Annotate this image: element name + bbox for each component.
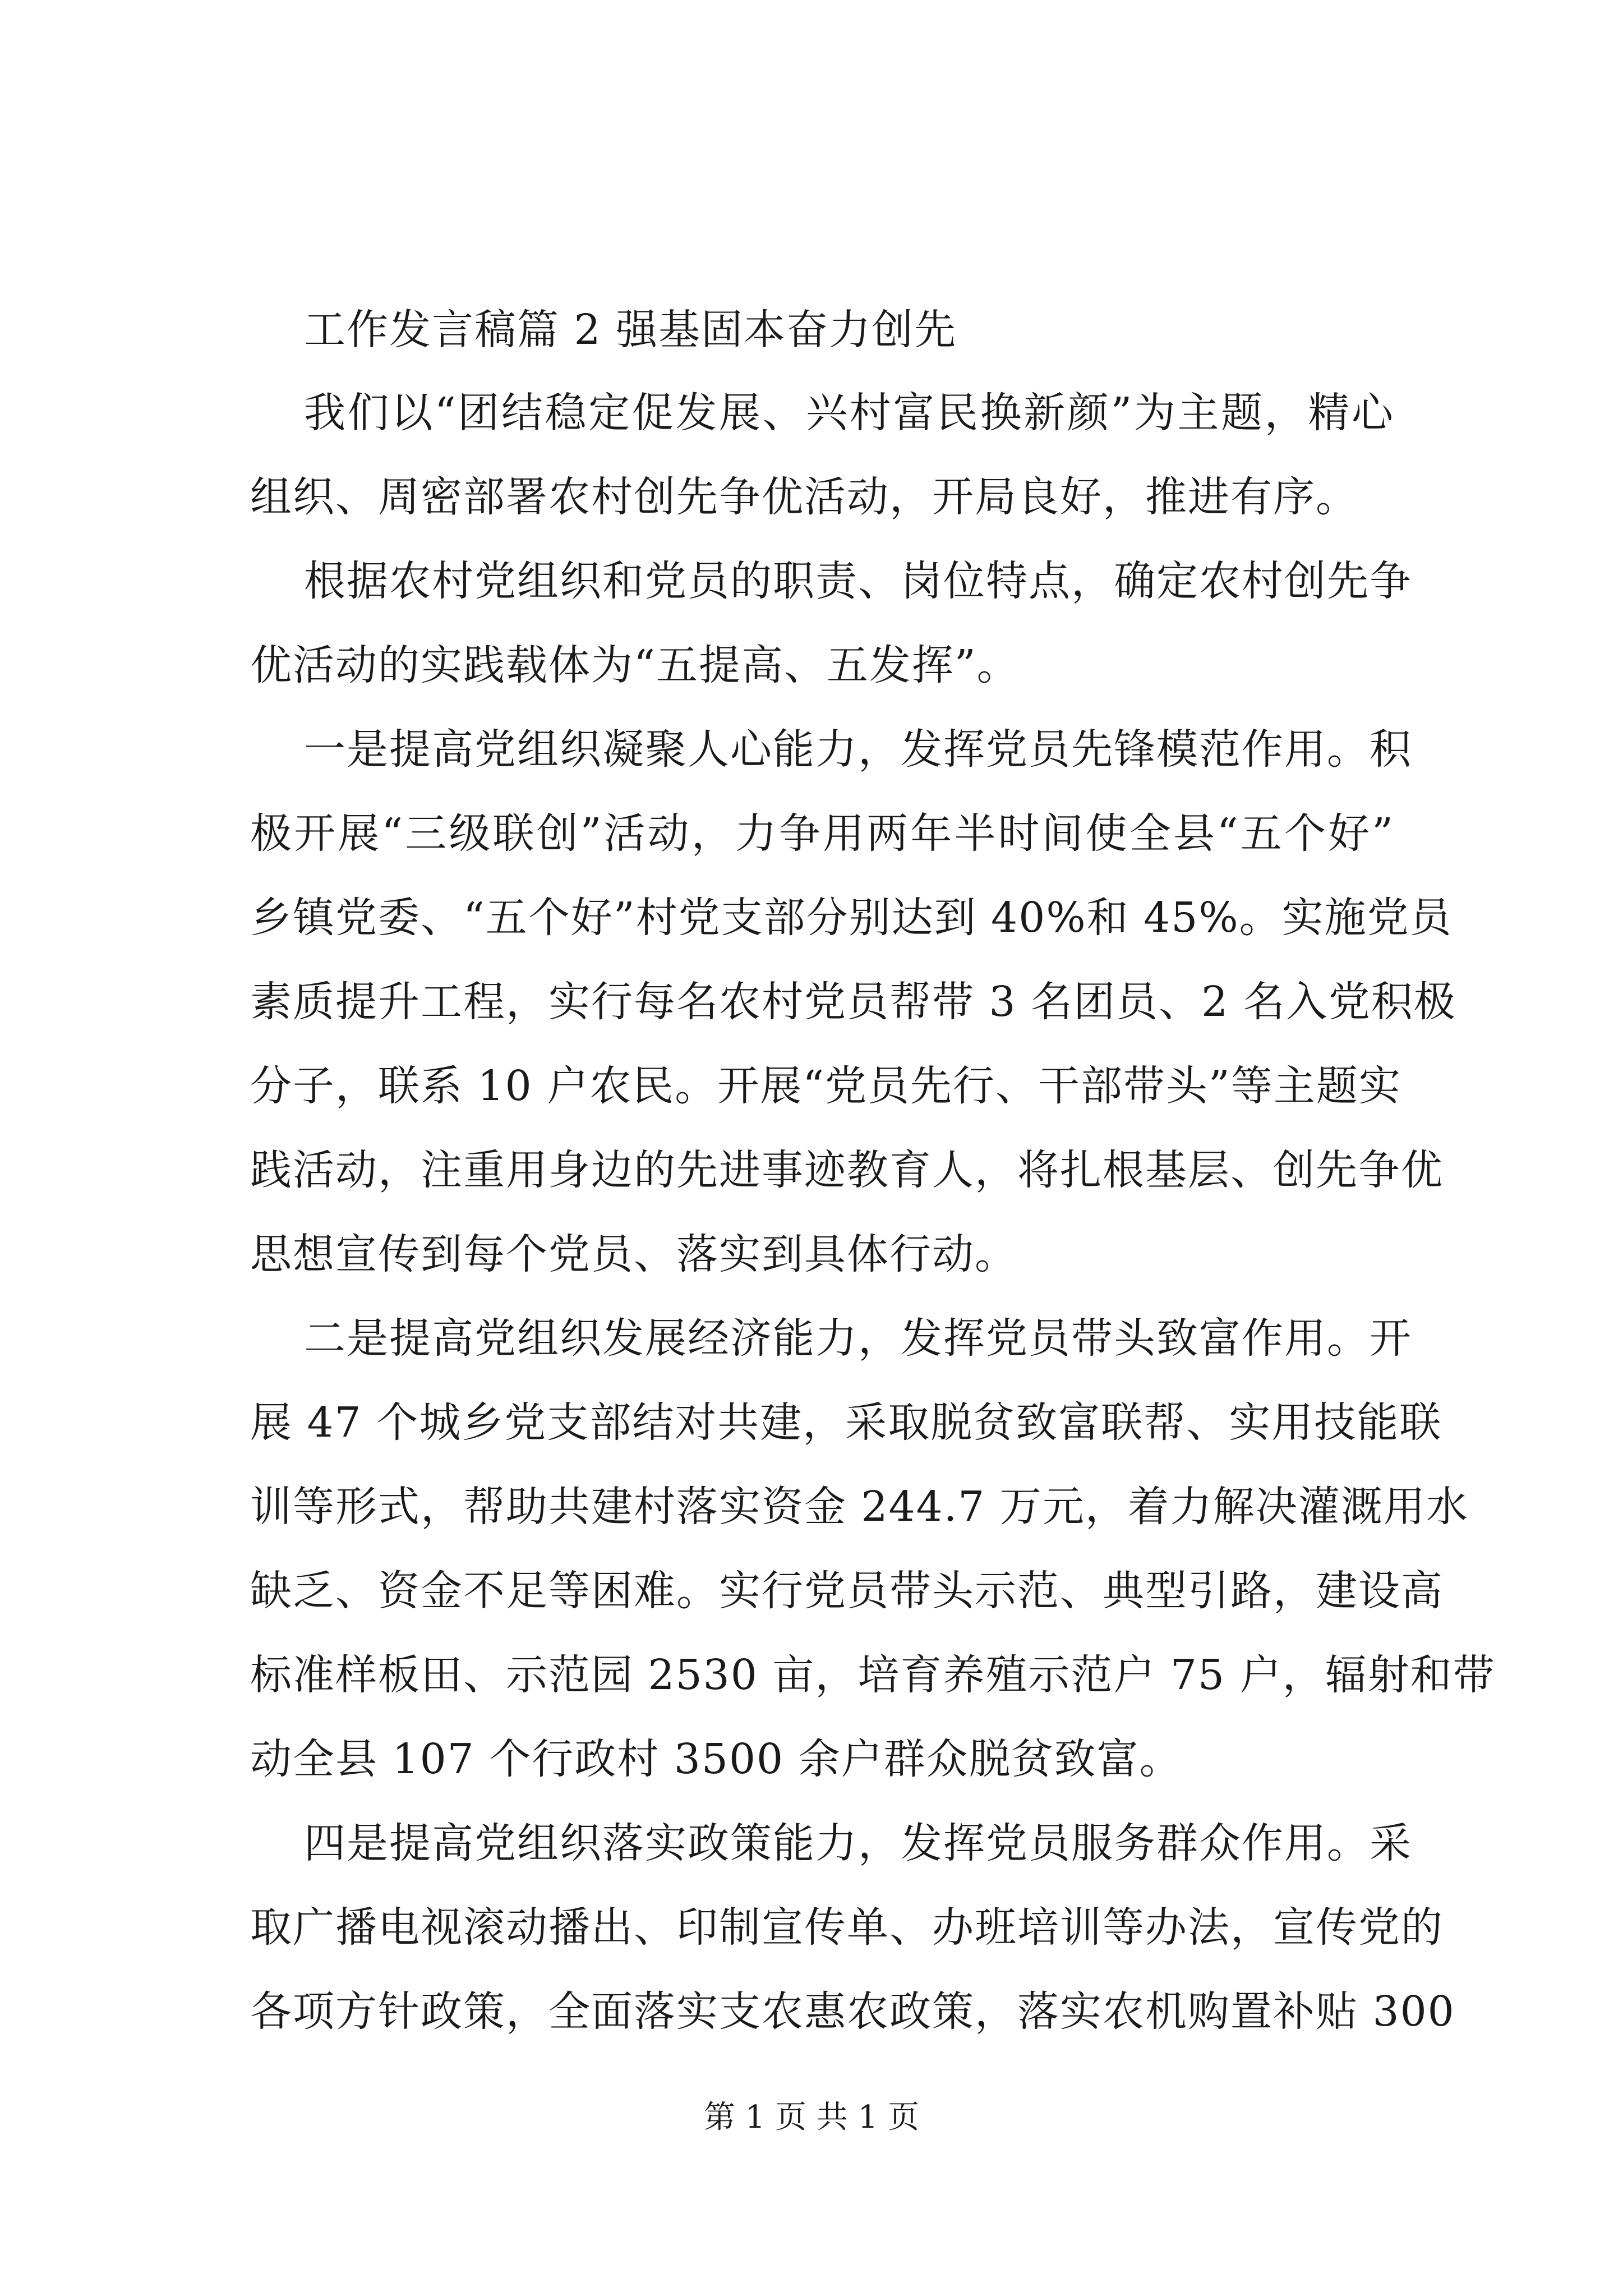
paragraph-4-line-5: 标准样板田、示范园 2530 亩，培育养殖示范户 75 户，辐射和带 bbox=[250, 1651, 1496, 1699]
paragraph-3-line-7: 思想宣传到每个党员、落实到具体行动。 bbox=[250, 1230, 1017, 1278]
paragraph-3-line-5: 分子，联系 10 户农民。开展“党员先行、干部带头”等主题实 bbox=[250, 1062, 1401, 1110]
paragraph-5-line-2: 取广播电视滚动播出、印制宣传单、办班培训等办法，宣传党的 bbox=[250, 1903, 1444, 1952]
paragraph-2-line-2: 优活动的实践载体为“五提高、五发挥”。 bbox=[250, 641, 1020, 689]
paragraph-4-line-4: 缺乏、资金不足等困难。实行党员带头示范、典型引路，建设高 bbox=[250, 1567, 1444, 1615]
paragraph-2-line-1: 根据农村党组织和党员的职责、岗位特点，确定农村创先争 bbox=[304, 557, 1412, 605]
paragraph-3-line-6: 践活动，注重用身边的先进事迹教育人，将扎根基层、创先争优 bbox=[250, 1146, 1444, 1194]
paragraph-1-line-1: 我们以“团结稳定促发展、兴村富民换新颜”为主题，精心 bbox=[304, 389, 1394, 437]
paragraph-5-line-3: 各项方针政策，全面落实支农惠农政策，落实农机购置补贴 300 bbox=[250, 1987, 1455, 2036]
paragraph-3-line-2: 极开展“三级联创”活动，力争用两年半时间使全县“五个好” bbox=[250, 809, 1394, 858]
paragraph-4-line-3: 训等形式，帮助共建村落实资金 244.7 万元，着力解决灌溉用水 bbox=[250, 1483, 1469, 1531]
paragraph-3-line-4: 素质提升工程，实行每名农村党员帮带 3 名团员、2 名入党积极 bbox=[250, 978, 1456, 1026]
paragraph-4-line-6: 动全县 107 个行政村 3500 余户群众脱贫致富。 bbox=[250, 1735, 1182, 1783]
paragraph-4-line-2: 展 47 个城乡党支部结对共建，采取脱贫致富联帮、实用技能联 bbox=[250, 1398, 1442, 1447]
document-title: 工作发言稿篇 2 强基固本奋力创先 bbox=[304, 306, 957, 354]
page-footer: 第 1 页 共 1 页 bbox=[703, 2099, 920, 2136]
paragraph-1-line-2: 组织、周密部署农村创先争优活动，开局良好，推进有序。 bbox=[250, 473, 1358, 521]
paragraph-4-line-1: 二是提高党组织发展经济能力，发挥党员带头致富作用。开 bbox=[304, 1314, 1412, 1363]
paragraph-3-line-3: 乡镇党委、“五个好”村党支部分别达到 40%和 45%。实施党员 bbox=[250, 894, 1453, 942]
paragraph-3-line-1: 一是提高党组织凝聚人心能力，发挥党员先锋模范作用。积 bbox=[304, 725, 1412, 774]
paragraph-5-line-1: 四是提高党组织落实政策能力，发挥党员服务群众作用。采 bbox=[304, 1819, 1412, 1867]
